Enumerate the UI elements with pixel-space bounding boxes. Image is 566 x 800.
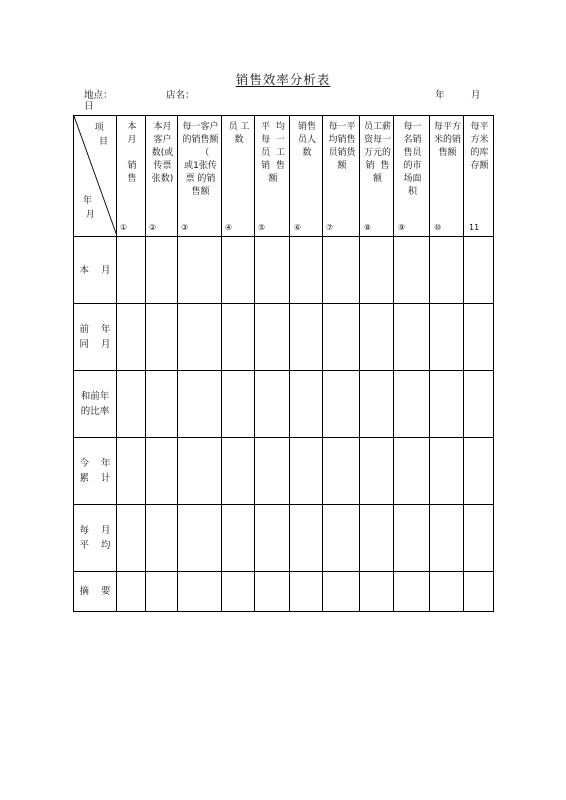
table-cell[interactable]: [464, 304, 494, 371]
table-cell[interactable]: [222, 572, 255, 612]
column-header: [464, 116, 494, 237]
table-cell[interactable]: [117, 371, 146, 438]
column-number: ②: [149, 223, 157, 232]
table-cell[interactable]: [178, 304, 222, 371]
table-cell[interactable]: [255, 304, 290, 371]
form-title: 销售效率分析表: [235, 72, 331, 87]
table-cell[interactable]: [323, 572, 360, 612]
table-row: [74, 237, 494, 304]
column-header: [117, 116, 146, 237]
table-cell[interactable]: [290, 237, 323, 304]
table-cell[interactable]: [146, 505, 178, 572]
table-cell[interactable]: [255, 572, 290, 612]
table-cell[interactable]: [146, 304, 178, 371]
column-header-label: 员工薪 资每一 万元的 销 售 额: [363, 122, 391, 184]
table-cell[interactable]: [146, 371, 178, 438]
column-header: [290, 116, 323, 237]
table-cell[interactable]: [178, 438, 222, 505]
table-cell[interactable]: [290, 304, 323, 371]
row-label: 和前年 的比率: [74, 371, 117, 438]
table-cell[interactable]: [430, 438, 464, 505]
table-cell[interactable]: [178, 572, 222, 612]
table-cell[interactable]: [464, 572, 494, 612]
table-row: [74, 572, 494, 612]
column-number: ③: [181, 223, 189, 232]
corner-month-label: 年 月: [82, 196, 95, 220]
table-cell[interactable]: [117, 505, 146, 572]
table-cell[interactable]: [117, 438, 146, 505]
table-cell[interactable]: [323, 438, 360, 505]
table-cell[interactable]: [146, 572, 178, 612]
table-cell[interactable]: [290, 572, 323, 612]
table-row: [74, 304, 494, 371]
table-cell[interactable]: [430, 572, 464, 612]
column-header: [394, 116, 430, 237]
table-cell[interactable]: [117, 304, 146, 371]
table-cell[interactable]: [394, 505, 430, 572]
table-cell[interactable]: [255, 371, 290, 438]
column-header-label: 每平 方米 的库 存额: [470, 122, 489, 171]
table-row: [74, 438, 494, 505]
table-cell[interactable]: [146, 438, 178, 505]
row-label: 前 年 同 月: [74, 304, 117, 371]
table-cell[interactable]: [255, 237, 290, 304]
table-cell[interactable]: [360, 304, 394, 371]
month-label: 月: [471, 90, 481, 101]
row-label: 每 月 平 均: [74, 505, 117, 572]
table-cell[interactable]: [394, 304, 430, 371]
table-cell[interactable]: [222, 371, 255, 438]
table-cell[interactable]: [360, 505, 394, 572]
column-header-label: 每一客户 的销售额 （ 或1张传 票 的销 售额: [182, 122, 219, 197]
column-header: [222, 116, 255, 237]
table-cell[interactable]: [360, 371, 394, 438]
table-row: [74, 505, 494, 572]
column-number: ④: [225, 223, 233, 232]
corner-cell: [74, 116, 117, 237]
location-label: 地点：: [84, 90, 113, 101]
column-header-label: 销售 员人 数: [297, 122, 316, 158]
table-cell[interactable]: [178, 237, 222, 304]
table-cell[interactable]: [430, 304, 464, 371]
table-cell[interactable]: [178, 371, 222, 438]
table-cell[interactable]: [290, 438, 323, 505]
table-cell[interactable]: [255, 438, 290, 505]
table-cell[interactable]: [117, 237, 146, 304]
column-header: [360, 116, 394, 237]
column-header: [430, 116, 464, 237]
table-cell[interactable]: [290, 371, 323, 438]
table-cell[interactable]: [394, 237, 430, 304]
table-cell[interactable]: [464, 237, 494, 304]
table-cell[interactable]: [290, 505, 323, 572]
column-number: ⑦: [326, 223, 334, 232]
column-number: ⑧: [364, 223, 372, 232]
table-cell[interactable]: [323, 371, 360, 438]
sales-efficiency-table: [73, 115, 494, 612]
column-header-label: 每一 名销 售员 的市 场面 积: [403, 122, 422, 197]
store-label: 店名：: [166, 90, 195, 101]
table-cell[interactable]: [146, 237, 178, 304]
column-number: ①: [120, 223, 128, 232]
table-cell[interactable]: [323, 505, 360, 572]
table-cell[interactable]: [464, 505, 494, 572]
corner-item-label: 项 目: [94, 123, 108, 147]
column-header-label: 本 月 销 售: [127, 122, 137, 184]
table-cell[interactable]: [178, 505, 222, 572]
column-number: 11: [469, 223, 480, 232]
table-cell[interactable]: [222, 237, 255, 304]
table-cell[interactable]: [464, 371, 494, 438]
column-number: ⑥: [294, 223, 302, 232]
row-label: 本 月: [74, 237, 117, 304]
column-number: ⑩: [434, 223, 442, 232]
table-cell[interactable]: [394, 572, 430, 612]
column-header: [255, 116, 290, 237]
table-cell[interactable]: [255, 505, 290, 572]
table-cell[interactable]: [222, 505, 255, 572]
header-row: [74, 116, 494, 237]
day-label: 日: [84, 101, 94, 112]
column-header-label: 平 均 每 一 员 工 销 售 额: [261, 122, 285, 184]
table-cell[interactable]: [430, 371, 464, 438]
table-cell[interactable]: [222, 304, 255, 371]
row-label: 今 年 累 计: [74, 438, 117, 505]
table-cell[interactable]: [394, 371, 430, 438]
table-cell[interactable]: [323, 237, 360, 304]
table-row: [74, 371, 494, 438]
column-header: [178, 116, 222, 237]
table-cell[interactable]: [360, 572, 394, 612]
column-number: ⑨: [398, 223, 406, 232]
table-cell[interactable]: [222, 438, 255, 505]
column-header-label: 员 工 数: [228, 122, 250, 145]
column-header-label: 本月 客户 数(或 传票 张数): [151, 122, 174, 184]
table-cell[interactable]: [430, 505, 464, 572]
table-cell[interactable]: [323, 304, 360, 371]
table-cell[interactable]: [464, 438, 494, 505]
table-cell[interactable]: [360, 237, 394, 304]
column-header: [146, 116, 178, 237]
table-cell[interactable]: [360, 438, 394, 505]
table-cell[interactable]: [117, 572, 146, 612]
column-header-label: 每平方 米的销 售额: [433, 122, 461, 158]
table-cell[interactable]: [394, 438, 430, 505]
row-label: 摘 要: [74, 572, 117, 612]
column-header: [323, 116, 360, 237]
column-header-label: 每一平 均销售 员销货 额: [328, 122, 356, 171]
column-number: ⑤: [258, 223, 266, 232]
table-cell[interactable]: [430, 237, 464, 304]
year-label: 年: [435, 90, 445, 101]
